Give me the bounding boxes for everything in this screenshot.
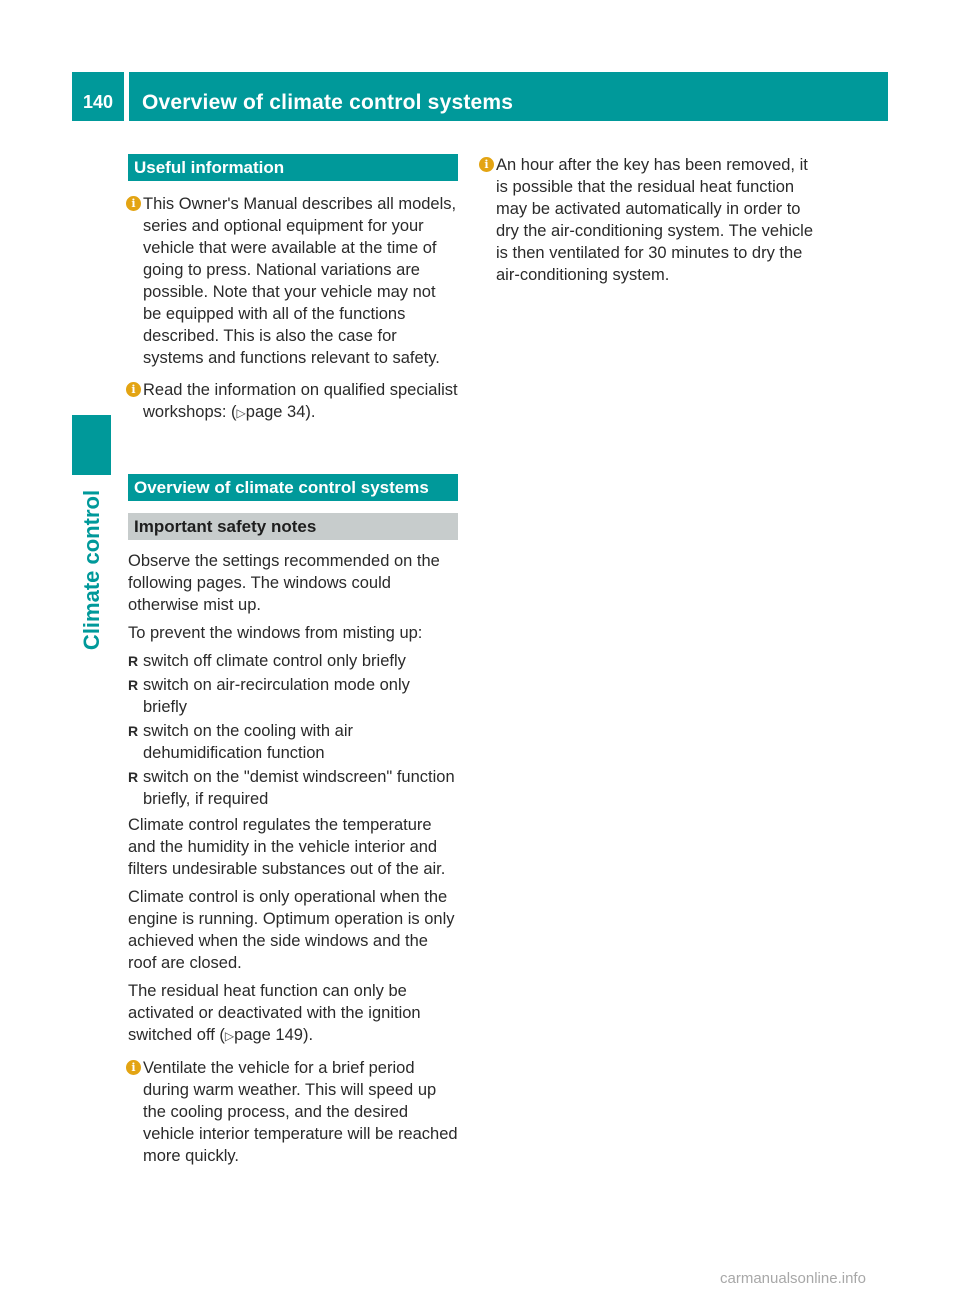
list-item: R switch off climate control only briefly [128, 652, 406, 670]
info-icon: i [126, 382, 141, 397]
info-icon: i [479, 157, 494, 172]
paragraph: The residual heat function can only be activated or deactivated with the ignition switched off (▷page 149). [128, 982, 421, 1044]
info-note [128, 193, 458, 369]
watermark: carmanualsonline.info [720, 1270, 866, 1287]
paragraph: Observe the settings recommended on the following pages. The windows could otherwise mist up. [128, 552, 440, 614]
info-icon: i [126, 196, 141, 211]
side-marker [72, 415, 111, 475]
paragraph: Climate control regulates the temperature and the humidity in the vehicle interior and filters undesirable substances out of the air. [128, 816, 446, 878]
page-ref-link[interactable]: page 149). [234, 1026, 314, 1044]
list-item: R switch on air-recirculation mode only briefly [128, 676, 410, 716]
note-text: An hour after the key has been removed, it is possible that the residual heat function may be activated automatically in order to dry the air-conditioning system. The vehicle is then ventilated for 30 minutes to dry the air-conditioning system. [496, 156, 814, 284]
bullet-icon: R [128, 769, 139, 785]
right-column [481, 154, 813, 296]
side-tab-label: Climate control [78, 489, 104, 651]
info-note [128, 379, 458, 424]
left-column [128, 154, 458, 1177]
info-note [481, 154, 813, 286]
paragraph: To prevent the windows from misting up: [128, 624, 423, 642]
paragraph: Climate control is only operational when the engine is running. Optimum operation is only achieved when the side windows and the roof are closed. [128, 888, 455, 972]
note-text: Read the information on qualified specialist workshops: ( [143, 381, 458, 421]
page-ref-arrow-icon: ▷ [224, 1029, 235, 1043]
bullet-icon: R [128, 653, 139, 669]
note-text: This Owner's Manual describes all models, series and optional equipment for your vehicle that were available at the time of going to press. National variations are possible. Note that your vehicle may not be equipped with all of the functions described. This is also the case for systems and functions relevant to safety. [143, 195, 457, 367]
bullet-icon: R [128, 677, 139, 693]
overview-heading: Overview of climate control systems [128, 474, 458, 501]
useful-information-heading: Useful information [128, 154, 458, 181]
safety-notes-heading: Important safety notes [128, 513, 458, 540]
header-divider [124, 72, 129, 121]
list-item: R switch on the cooling with air dehumidification function [128, 722, 354, 762]
page-header [72, 72, 888, 121]
page-number: 140 [82, 92, 114, 112]
page-ref-arrow-icon: ▷ [236, 406, 246, 420]
info-icon: i [126, 1060, 141, 1075]
info-note [128, 1057, 458, 1167]
bullet-list [128, 650, 458, 810]
header-title: Overview of climate control systems [142, 90, 514, 114]
bullet-icon: R [128, 723, 139, 739]
page-ref-link[interactable]: page 34). [245, 403, 316, 421]
note-text: Ventilate the vehicle for a brief period during warm weather. This will speed up the cooling process, and the desired vehicle interior temperature will be reached more quickly. [143, 1059, 458, 1165]
list-item: R switch on the "demist windscreen" function briefly, if required [128, 768, 455, 808]
side-tab [72, 480, 111, 660]
